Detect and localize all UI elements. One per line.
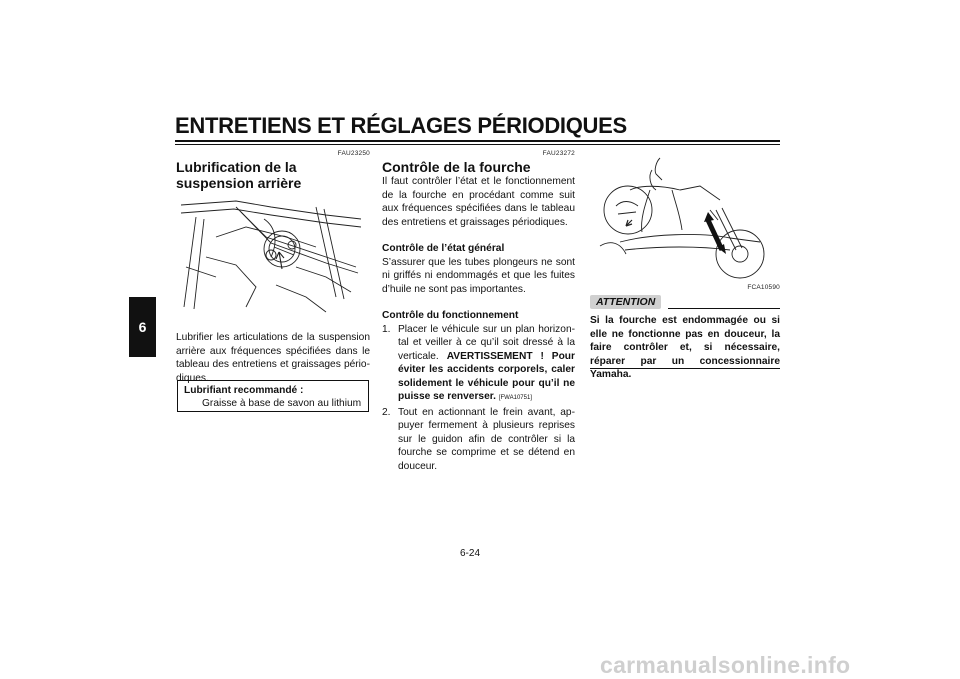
list-item [382, 406, 575, 474]
header-rule [175, 140, 780, 142]
subsection-title: Contrôle de l’état général [382, 243, 505, 254]
motorcycle-fork-illustration [590, 150, 780, 280]
attention-header [590, 295, 780, 309]
fork-intro: Il faut contrôler l’état et le fonctionnement de la fourche en procédant comme suit aux fréquences spécifiées dans le tableau des entretiens et graissages périodiques. [382, 176, 575, 228]
attention-rule [668, 308, 780, 309]
watermark: carmanualsonline.info [600, 652, 851, 678]
step-number: 1. [382, 323, 391, 335]
section-code: FAU23272 [542, 150, 575, 157]
page-title: ENTRETIENS ET RÉGLAGES PÉRIODIQUES [175, 113, 627, 138]
step-text: Tout en actionnant le frein avant, ap-puyer fermement à plusieurs reprises sur le guidon afin de contrôler si la fourche se comprime et se détend en douceur. [398, 406, 575, 472]
lubrication-instructions: Lubrifier les articulations de la suspension arrière aux fréquences spécifiées dans le tableau des entretiens et graissages pério-diques. [176, 332, 370, 384]
attention-end-rule [590, 368, 780, 369]
step-text [398, 323, 575, 406]
warning-text: AVERTISSEMENT ! Pour éviter les accidents corporels, caler solidement le véhicule pour qu’il ne puisse se renverser. [398, 350, 575, 402]
attention-text: Si la fourche est endommagée ou si elle ne fonctionne pas en douceur, la faire contrôler et, si nécessaire, réparer par un concessionnaire Yamaha. [590, 315, 780, 380]
list-item [382, 323, 575, 406]
operation-steps [382, 323, 575, 474]
spec-value: Graisse à base de savon au lithium [202, 398, 362, 409]
section-title: Contrôle de la fourche [382, 159, 531, 175]
recommended-lubricant-box [177, 380, 369, 412]
fork-figure [590, 150, 780, 291]
header-rule-thin [175, 144, 780, 145]
attention-label: ATTENTION [590, 295, 661, 309]
step-instruction: Placer le véhicule sur un plan horizon-tal et veiller à ce qu’il soit dressé à la verticale. [398, 323, 575, 362]
section-code: FAU23250 [337, 150, 370, 157]
warning-code: [FWA10751] [498, 395, 532, 401]
subsection-title: Contrôle du fonctionnement [382, 310, 519, 321]
section-front-fork [382, 150, 575, 473]
rear-suspension-illustration [176, 197, 370, 315]
general-check-text: S’assurer que les tubes plongeurs ne sont ni griffés ni endommagés et que les fuites d’huile ne sont pas importantes. [382, 256, 575, 295]
section-rear-suspension [176, 150, 370, 385]
spec-label: Lubrifiant recommandé : [184, 385, 304, 396]
page-number: 6-24 [460, 548, 481, 559]
step-number: 2. [382, 406, 391, 418]
section-title: Lubrification de la suspension arrière [176, 159, 302, 191]
figure-code: FCA10590 [747, 284, 780, 291]
chapter-tab: 6 [129, 297, 156, 357]
